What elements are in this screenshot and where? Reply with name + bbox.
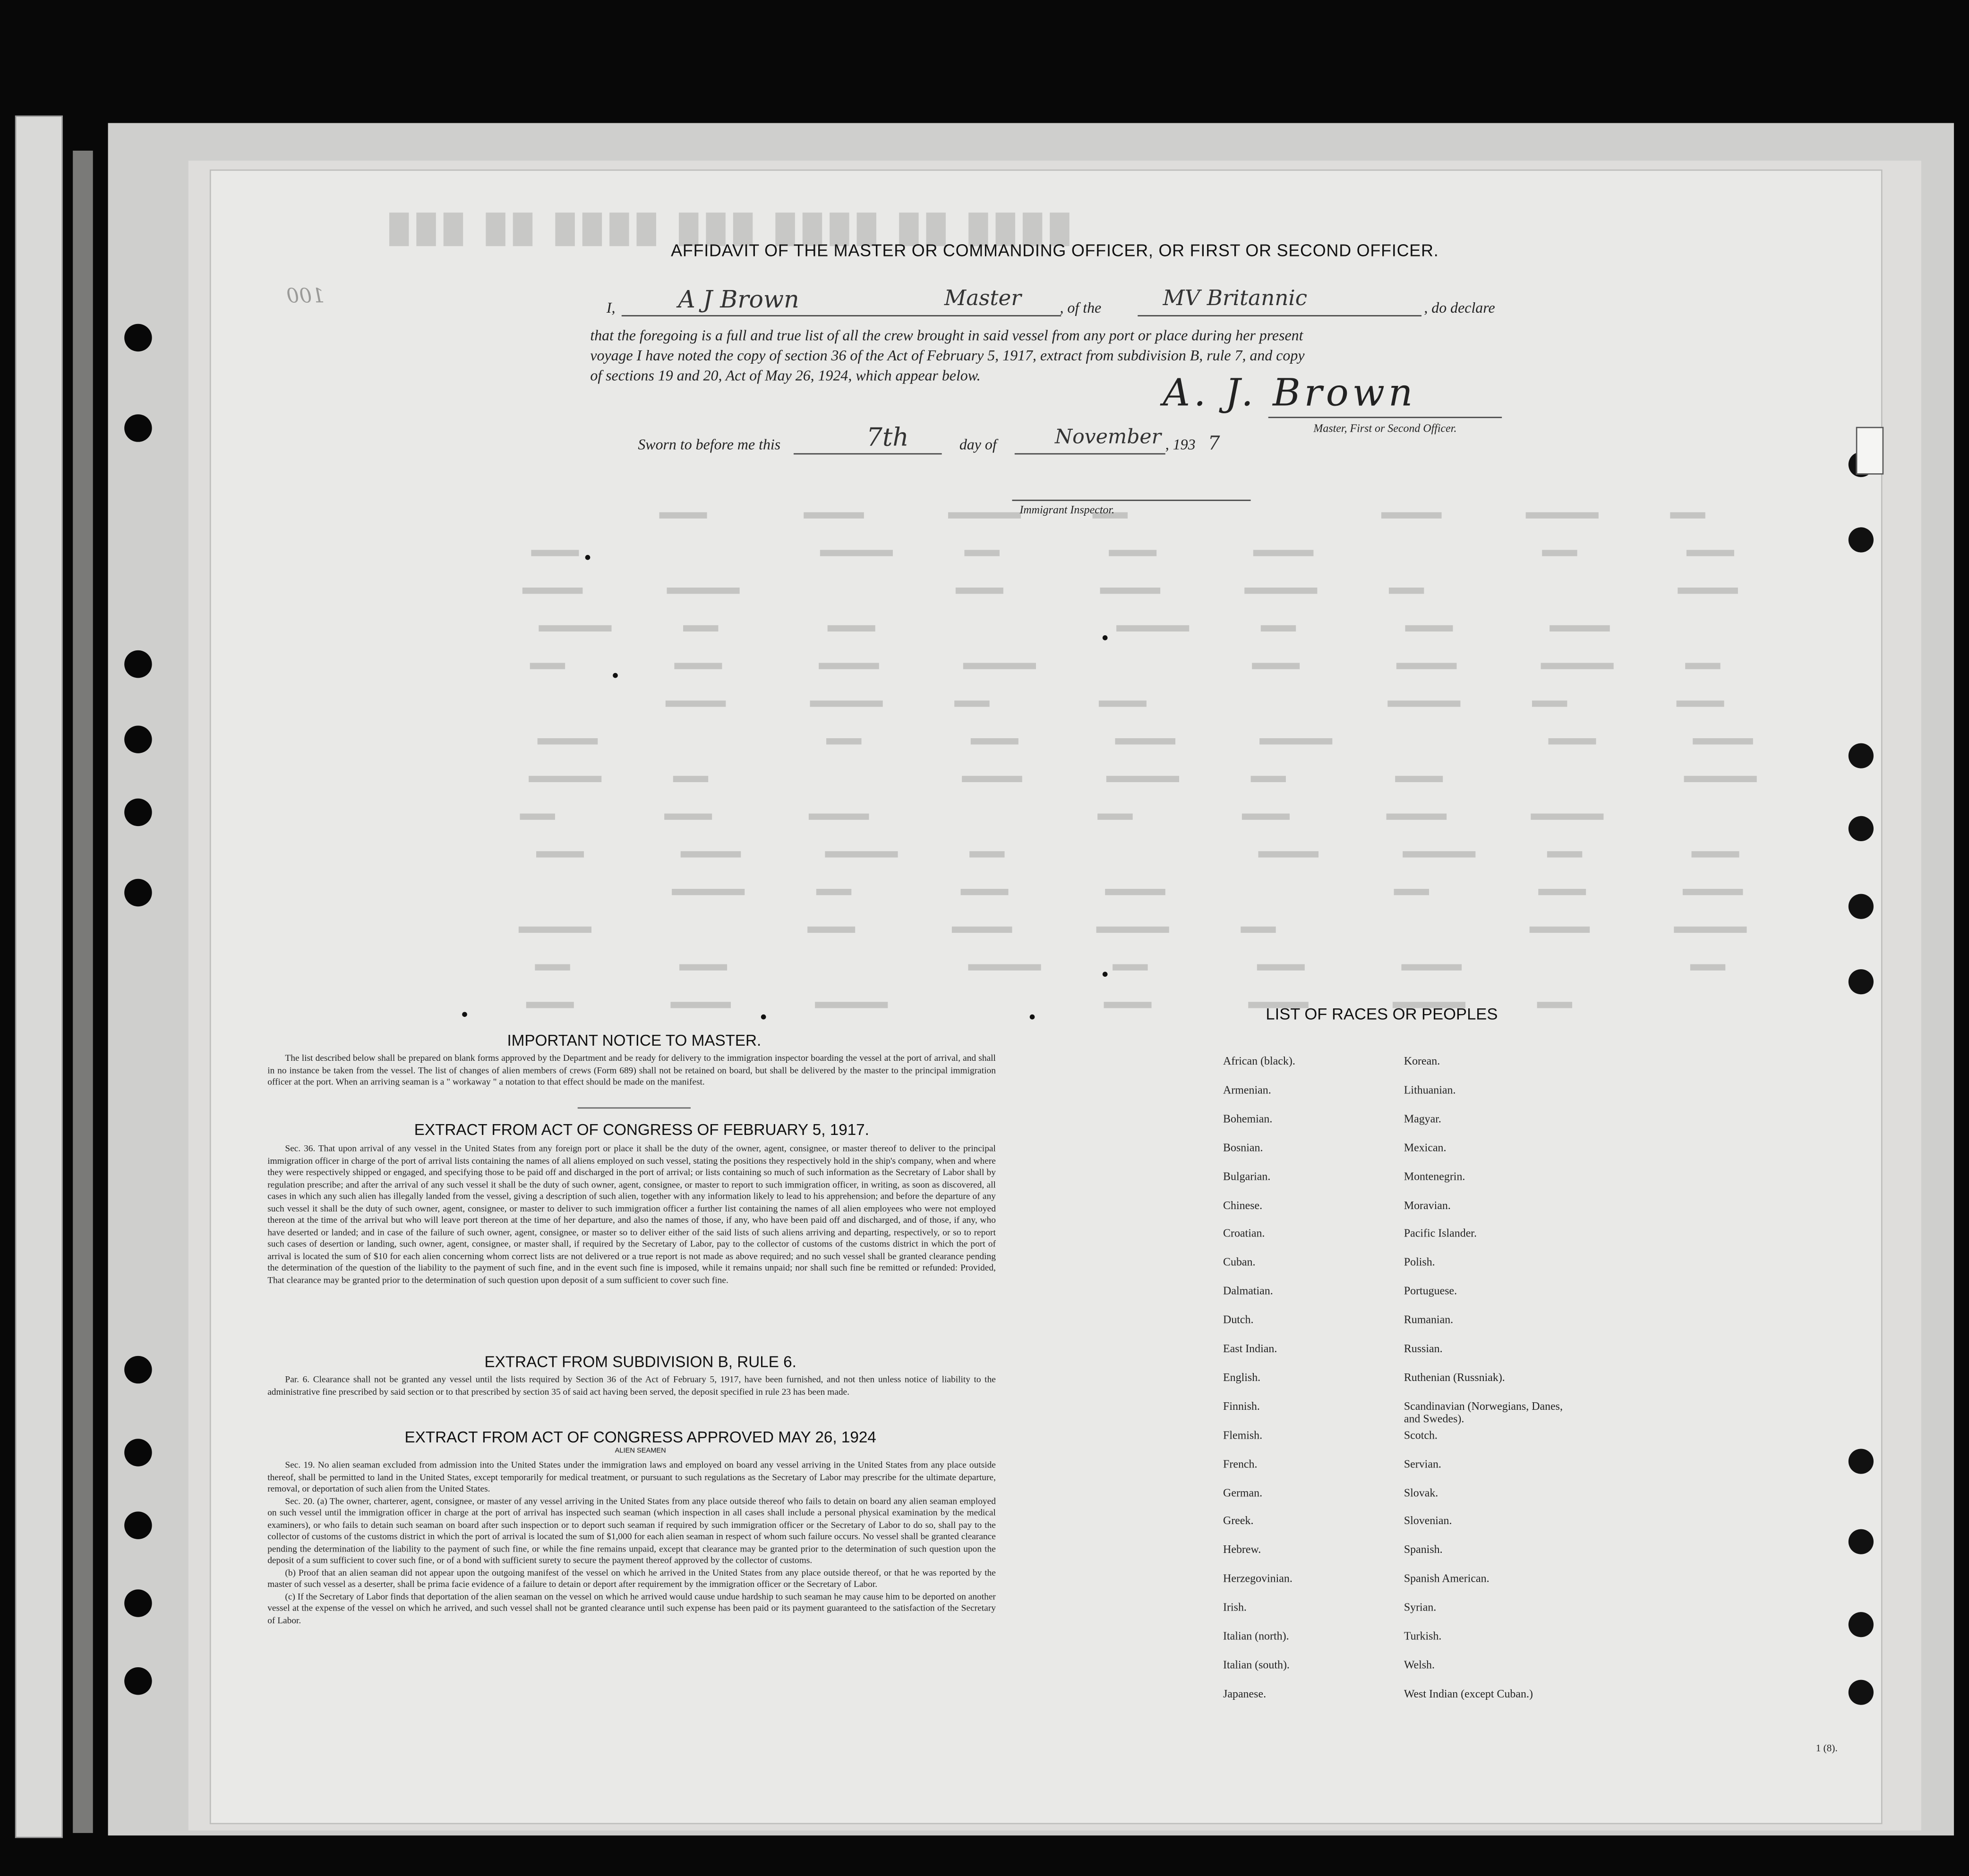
sec-20a-paragraph: Sec. 20. (a) The owner, charterer, agent, consignee, or master of any vessel arriving in the United States from any place outside thereof who fails to detain on board any alien seaman employed on such vessel until the immigration officer in charge at the port of arrival has inspected such seaman (which inspection in all cases shall include a personal physical examination by the medical examiners), or who fails to detain such seaman on board after such inspection or to deport such seaman if required by such immigration officer or the Secretary of Labor to do so, shall pay to the collector of customs of the customs district in which the port of arrival is located the sum of $1,000 for each alien seaman in respect of whom such failure occurs. No vessel shall be granted clearance pending the determination of the liability to the payment of such fine, or while the fine remains unpaid, except that clearance may be granted prior to the determination of such question upon the deposit of a sum sufficient to cover such fine, or of a bond with sufficient surety to secure the payment thereof approved by the collector of customs.	[267, 1494, 996, 1566]
bleed-mark	[1403, 851, 1475, 857]
bleed-mark	[1530, 927, 1590, 933]
affidavit-line-2: that the foregoing is a full and true list of all the crew brought in said vessel from any port or place during her present	[590, 326, 1303, 344]
bleed-mark	[1547, 851, 1582, 857]
bleed-mark	[1541, 663, 1614, 669]
race-item: Cuban.	[1223, 1255, 1256, 1269]
race-item: Magyar.	[1404, 1112, 1441, 1125]
binder-hole	[1849, 1680, 1874, 1705]
affidavit-line-4: of sections 19 and 20, Act of May 26, 1924, which appear below.	[590, 367, 981, 384]
bleed-mark	[1100, 588, 1161, 594]
bleed-mark	[1241, 927, 1276, 933]
year-digit-handwritten: 7	[1208, 432, 1220, 455]
bleed-mark	[1549, 738, 1596, 744]
bleed-mark	[1258, 851, 1318, 857]
month-fill-line	[1015, 453, 1165, 455]
signature-line	[1268, 417, 1502, 418]
race-item: Polish.	[1404, 1255, 1435, 1269]
vessel-handwritten: MV Britannic	[1163, 286, 1308, 312]
race-item: Russian.	[1404, 1342, 1443, 1355]
par-6-paragraph: Par. 6. Clearance shall not be granted any vessel until the lists required by Section 36 of the Act of February 5, 1917, have been furnished, and not then unless notice of liability to the administrative fine prescribed by said section or to that prescribed by section 35 of said act having been served, the deposit specified in rule 23 has been made.	[267, 1373, 996, 1397]
bleed-mark	[1104, 1002, 1152, 1008]
race-item: West Indian (except Cuban.)	[1404, 1687, 1533, 1700]
race-item: Spanish American.	[1404, 1572, 1490, 1585]
ink-dot	[1030, 1015, 1035, 1020]
bleed-mark	[956, 588, 1003, 594]
binder-hole	[1849, 1612, 1874, 1637]
bleed-mark	[1252, 663, 1300, 669]
margin-number: 100	[286, 283, 325, 308]
race-item: Mexican.	[1404, 1141, 1447, 1154]
do-declare-label: , do declare	[1424, 298, 1495, 316]
bleed-mark	[530, 663, 565, 669]
bleed-mark	[539, 625, 611, 631]
bleed-mark	[1670, 512, 1705, 519]
vessel-fill-line	[1138, 315, 1421, 316]
race-item: Lithuanian.	[1404, 1083, 1456, 1096]
of-the-label: , of the	[1060, 298, 1102, 316]
bleed-mark	[1405, 625, 1453, 631]
bleed-mark	[1105, 889, 1165, 895]
race-item: Spanish.	[1404, 1543, 1443, 1556]
bleed-mark	[816, 889, 851, 895]
race-item: German.	[1223, 1485, 1263, 1499]
race-item: Dalmatian.	[1223, 1284, 1273, 1297]
bleed-mark	[1550, 625, 1610, 631]
race-item: Dutch.	[1223, 1313, 1254, 1326]
bleed-mark	[673, 776, 708, 782]
race-item: Montenegrin.	[1404, 1169, 1465, 1182]
race-item: Pacific Islander.	[1404, 1227, 1477, 1240]
bleed-mark	[1394, 889, 1429, 895]
signature-caption: Master, First or Second Officer.	[1313, 422, 1457, 435]
bleed-mark	[815, 1002, 888, 1008]
bleed-mark	[807, 927, 855, 933]
bleed-mark	[804, 512, 864, 519]
binder-hole	[124, 879, 152, 906]
ink-dot	[462, 1012, 467, 1017]
bleed-mark	[526, 1002, 574, 1008]
bleed-mark	[969, 851, 1004, 857]
binder-hole	[1849, 527, 1874, 552]
bleed-mark	[963, 663, 1036, 669]
bleed-mark	[1387, 813, 1447, 819]
bleed-mark	[1116, 625, 1189, 631]
sec-20b-paragraph: (b) Proof that an alien seaman did not appear upon the outgoing manifest of the vessel on which he arrived in the United States from any place outside thereof, or that he was reported by the master of such vessel as a deserter, shall be prima facie evidence of a failure to detain or deport after requirement by the immigration officer or the Secretary of Labor.	[267, 1566, 996, 1590]
race-item: Bulgarian.	[1223, 1169, 1271, 1182]
bleed-mark	[1684, 776, 1757, 782]
binder-hole	[124, 324, 152, 351]
bleed-mark	[1677, 700, 1724, 707]
bleed-mark	[679, 964, 727, 970]
race-item: Moravian.	[1404, 1198, 1451, 1211]
extract-1924-text	[267, 1459, 996, 1626]
binder-hole	[1849, 894, 1874, 919]
extract-1917-title: EXTRACT FROM ACT OF CONGRESS OF FEBRUARY 5, 1917.	[414, 1121, 869, 1139]
bleed-mark	[1692, 851, 1739, 857]
bleed-mark	[1106, 776, 1179, 782]
bleed-mark	[1251, 776, 1286, 782]
bleed-mark	[659, 512, 707, 519]
race-item: Korean.	[1404, 1054, 1440, 1067]
sworn-day-handwritten: 7th	[866, 422, 909, 452]
race-item: French.	[1223, 1457, 1258, 1470]
sworn-month-handwritten: November	[1054, 424, 1161, 448]
rule6-title: EXTRACT FROM SUBDIVISION B, RULE 6.	[484, 1353, 796, 1371]
bleed-mark	[1678, 588, 1738, 594]
form-number: 1 (8).	[1815, 1742, 1838, 1754]
binder-strip	[15, 116, 63, 1838]
bleed-mark	[681, 851, 741, 857]
race-item: Chinese.	[1223, 1198, 1263, 1211]
notice-text	[267, 1052, 996, 1088]
name-fill-line	[622, 315, 1061, 316]
bleed-mark	[1389, 588, 1424, 594]
bleed-mark	[1532, 700, 1567, 707]
bleed-mark	[1242, 813, 1290, 819]
bleed-mark	[522, 588, 583, 594]
bleed-mark	[1396, 663, 1457, 669]
race-item: African (black).	[1223, 1054, 1295, 1067]
race-item: Slovak.	[1404, 1485, 1438, 1499]
race-item: Greek.	[1223, 1514, 1254, 1527]
bleed-mark	[519, 927, 591, 933]
binder-hole	[124, 650, 152, 678]
race-item: Scotch.	[1404, 1428, 1438, 1441]
bleed-mark	[971, 738, 1019, 744]
binder-hole	[1849, 816, 1874, 841]
sworn-label: Sworn to before me this	[638, 435, 781, 453]
race-item: Syrian.	[1404, 1601, 1437, 1613]
binder-hole	[124, 1439, 152, 1466]
binder-hole	[1849, 1449, 1874, 1474]
race-item: Welsh.	[1404, 1658, 1435, 1671]
bleed-mark	[535, 964, 570, 970]
reverse-bleed-lines	[465, 502, 1846, 1055]
sec-20c-paragraph: (c) If the Secretary of Labor finds that deportation of the alien seaman on the vessel on which he arrived would cause undue hardship to such seaman he may cause him to be deported on another vessel at the expense of the vessel on which he arrived, and such vessel shall not be granted clearance until such expense has been paid or its payment guaranteed to the satisfaction of the Secretary of Labor.	[267, 1590, 996, 1625]
binder-hole	[124, 1511, 152, 1539]
race-item: Irish.	[1223, 1601, 1247, 1613]
bleed-mark	[964, 550, 999, 556]
bleed-mark	[1261, 625, 1296, 631]
bleed-mark	[1402, 964, 1462, 970]
bleed-mark	[1381, 512, 1442, 519]
binder-hole	[124, 1589, 152, 1617]
bleed-mark	[1096, 927, 1169, 933]
bleed-mark	[538, 738, 598, 744]
race-item: Flemish.	[1223, 1428, 1263, 1441]
binder-edge	[73, 151, 93, 1833]
bleed-mark	[666, 700, 726, 707]
bleed-mark	[1115, 738, 1175, 744]
bleed-mark	[960, 889, 1008, 895]
bleed-mark	[1537, 1002, 1572, 1008]
bleed-mark	[952, 927, 1012, 933]
notice-title: IMPORTANT NOTICE TO MASTER.	[507, 1032, 762, 1050]
bleed-mark	[1686, 550, 1734, 556]
bleed-mark	[826, 738, 861, 744]
race-item: Bohemian.	[1223, 1112, 1273, 1125]
bleed-mark	[1387, 700, 1460, 707]
bleed-mark	[664, 813, 712, 819]
race-item: Servian.	[1404, 1457, 1441, 1470]
bleed-mark	[1244, 588, 1317, 594]
sec-36-paragraph: Sec. 36. That upon arrival of any vessel in the United States from any foreign port or place it shall be the duty of the owner, agent, consignee, or master thereof to deliver to the principal immigration officer in charge of the port of arrival lists containing the names of all aliens employed on such vessel, stating the positions they respectively hold in the ship's company, when and where they were respectively shipped or engaged, and specifying those to be paid off and discharged in the port of arrival; or lists containing so much of such information as the Secretary of Labor shall by regulation prescribe; and after the arrival of any such vessel it shall be the duty of such owner, agent, consignee, or master to report to such immigration officer, in writing, as soon as discovered, all cases in which any such alien has illegally landed from the vessel, giving a description of such alien, together with any information likely to lead to his apprehension; and before the departure of any such vessel it shall be the duty of such owner, agent, consignee, or master to deliver to such immigration officer a further list containing the names of all alien employees who were not employed thereon at the time of the arrival but who will leave port thereon at the time of her departure, and also the names of those, if any, who have been paid off and discharged, and of those, if any, who have deserted or landed; and in case of the failure of such owner, agent, consignee, or master so to deliver either of the said lists of such aliens arriving and departing, respectively, or so to report such cases of desertion or landing, such owner, agent, consignee, or master shall, if required by the Secretary of Labor, pay to the collector of customs of the customs district in which the port of arrival is located the sum of $10 for each alien concerning whom correct lists are not delivered or a true report is not made as above required; and no such vessel shall be granted clearance pending the determination of the question of the liability to the payment of such fine, and in the event such fine is imposed, while it remains unpaid; nor shall such fine be remitted or refunded: Provided, That clearance may be granted prior to the determination of such question upon deposit of a sum sufficient to cover such fine.	[267, 1142, 996, 1285]
bleed-mark	[1690, 964, 1725, 970]
bleed-mark	[529, 776, 601, 782]
binder-hole	[124, 414, 152, 442]
ink-dot	[1103, 972, 1108, 977]
bleed-mark	[672, 889, 745, 895]
inspector-line	[1012, 500, 1250, 501]
ink-dot	[1103, 635, 1108, 640]
race-item: Ruthenian (Russniak).	[1404, 1371, 1505, 1384]
bleed-mark	[962, 776, 1022, 782]
race-item: English.	[1223, 1371, 1261, 1384]
race-item: East Indian.	[1223, 1342, 1277, 1355]
bleed-mark	[820, 550, 893, 556]
bleed-mark	[1531, 813, 1603, 819]
ink-dot	[761, 1015, 766, 1020]
sec-19-paragraph: Sec. 19. No alien seaman excluded from admission into the United States under the immigration laws and employed on board any vessel arriving in the United States from any place outside thereof, shall be permitted to land in the United States, except temporarily for medical treatment, or pursuant to such regulations as the Secretary of Labor may prescribe for the ultimate departure, removal, or deportation of such alien from the United States.	[267, 1458, 996, 1494]
race-item: Italian (south).	[1223, 1658, 1290, 1671]
bleed-mark	[828, 625, 875, 631]
bleed-mark	[825, 851, 898, 857]
bleed-mark	[1097, 813, 1132, 819]
bleed-mark	[1526, 512, 1599, 519]
race-item: Croatian.	[1223, 1227, 1265, 1240]
binder-hole	[124, 1356, 152, 1383]
divider	[578, 1107, 691, 1109]
race-item: Hebrew.	[1223, 1543, 1261, 1556]
bleed-mark	[1109, 550, 1156, 556]
year-label: , 193	[1165, 435, 1196, 453]
bleed-mark	[954, 700, 989, 707]
race-item: Rumanian.	[1404, 1313, 1454, 1326]
affidavit-pronoun: I,	[606, 298, 616, 316]
affidavit-title: AFFIDAVIT OF THE MASTER OR COMMANDING OFFICER, OR FIRST OR SECOND OFFICER.	[671, 241, 1439, 260]
binder-hole	[124, 725, 152, 753]
race-item: Herzegovinian.	[1223, 1572, 1293, 1585]
bleed-mark	[1538, 889, 1586, 895]
inspector-caption: Immigrant Inspector.	[1019, 503, 1115, 516]
race-item: Turkish.	[1404, 1629, 1442, 1642]
bleed-mark	[1683, 889, 1743, 895]
bleed-mark	[968, 964, 1041, 970]
binder-hole	[1849, 969, 1874, 994]
race-item: Scandinavian (Norwegians, Danes, and Swedes).	[1404, 1399, 1563, 1425]
race-item: Finnish.	[1223, 1399, 1260, 1412]
race-item: Japanese.	[1223, 1687, 1267, 1700]
notice-paragraph: The list described below shall be prepared on blank forms approved by the Department and be ready for delivery to the immigration inspector boarding the vessel at the port of arrival, and shall in no instance be taken from the vessel. The list of changes of alien members of crews (Form 689) shall not be retained on board, but shall be delivered by the master to the principal immigration officer at the port. When an arriving seaman is a " workaway " a notation to that effect should be made on the manifest.	[267, 1052, 996, 1087]
affidavit-line-3: voyage I have noted the copy of section 36 of the Act of February 5, 1917, extract from subdivision B, rule 7, and copy	[590, 346, 1305, 364]
bleed-mark	[1099, 700, 1147, 707]
bleed-mark	[1685, 663, 1720, 669]
day-fill-line	[794, 453, 942, 455]
race-item: Italian (north).	[1223, 1629, 1289, 1642]
master-name-handwritten: A J Brown	[678, 286, 799, 314]
bleed-mark	[667, 588, 739, 594]
races-title: LIST OF RACES OR PEOPLES	[1266, 1004, 1498, 1023]
bleed-mark	[531, 550, 579, 556]
day-of-label: day of	[959, 435, 997, 453]
race-item: Bosnian.	[1223, 1141, 1263, 1154]
page-tab	[1856, 427, 1883, 475]
race-item: Slovenian.	[1404, 1514, 1452, 1527]
bleed-mark	[536, 851, 584, 857]
bleed-mark	[1693, 738, 1753, 744]
bleed-mark	[1257, 964, 1305, 970]
bleed-mark	[670, 1002, 731, 1008]
bleed-mark	[819, 663, 879, 669]
ink-dot	[613, 673, 618, 678]
rule6-text	[267, 1373, 996, 1398]
bleed-mark	[520, 813, 555, 819]
bleed-mark	[1113, 964, 1147, 970]
bleed-mark	[1253, 550, 1314, 556]
bleed-mark	[948, 512, 1021, 519]
bleed-mark	[1395, 776, 1443, 782]
bleed-mark	[810, 700, 883, 707]
race-item: Armenian.	[1223, 1083, 1271, 1096]
bleed-mark	[1259, 738, 1332, 744]
bleed-mark	[809, 813, 869, 819]
master-signature: A. J. Brown	[1163, 371, 1417, 416]
binder-hole	[124, 799, 152, 826]
extract-1917-text	[267, 1143, 996, 1286]
binder-hole	[1849, 743, 1874, 768]
reverse-bleed-header: ███ ██ ████ ███ ████ ██ ████	[389, 214, 1077, 246]
rank-handwritten: Master	[944, 286, 1021, 312]
bleed-mark	[1542, 550, 1577, 556]
ink-dot	[585, 555, 591, 560]
extract-1924-title: EXTRACT FROM ACT OF CONGRESS APPROVED MAY 26, 1924	[404, 1428, 876, 1447]
bleed-mark	[1674, 927, 1746, 933]
binder-hole	[1849, 1529, 1874, 1554]
race-item: Portuguese.	[1404, 1284, 1457, 1297]
alien-seamen-subtitle: ALIEN SEAMEN	[615, 1447, 666, 1455]
bleed-mark	[683, 625, 718, 631]
bleed-mark	[674, 663, 722, 669]
binder-hole	[124, 1667, 152, 1695]
